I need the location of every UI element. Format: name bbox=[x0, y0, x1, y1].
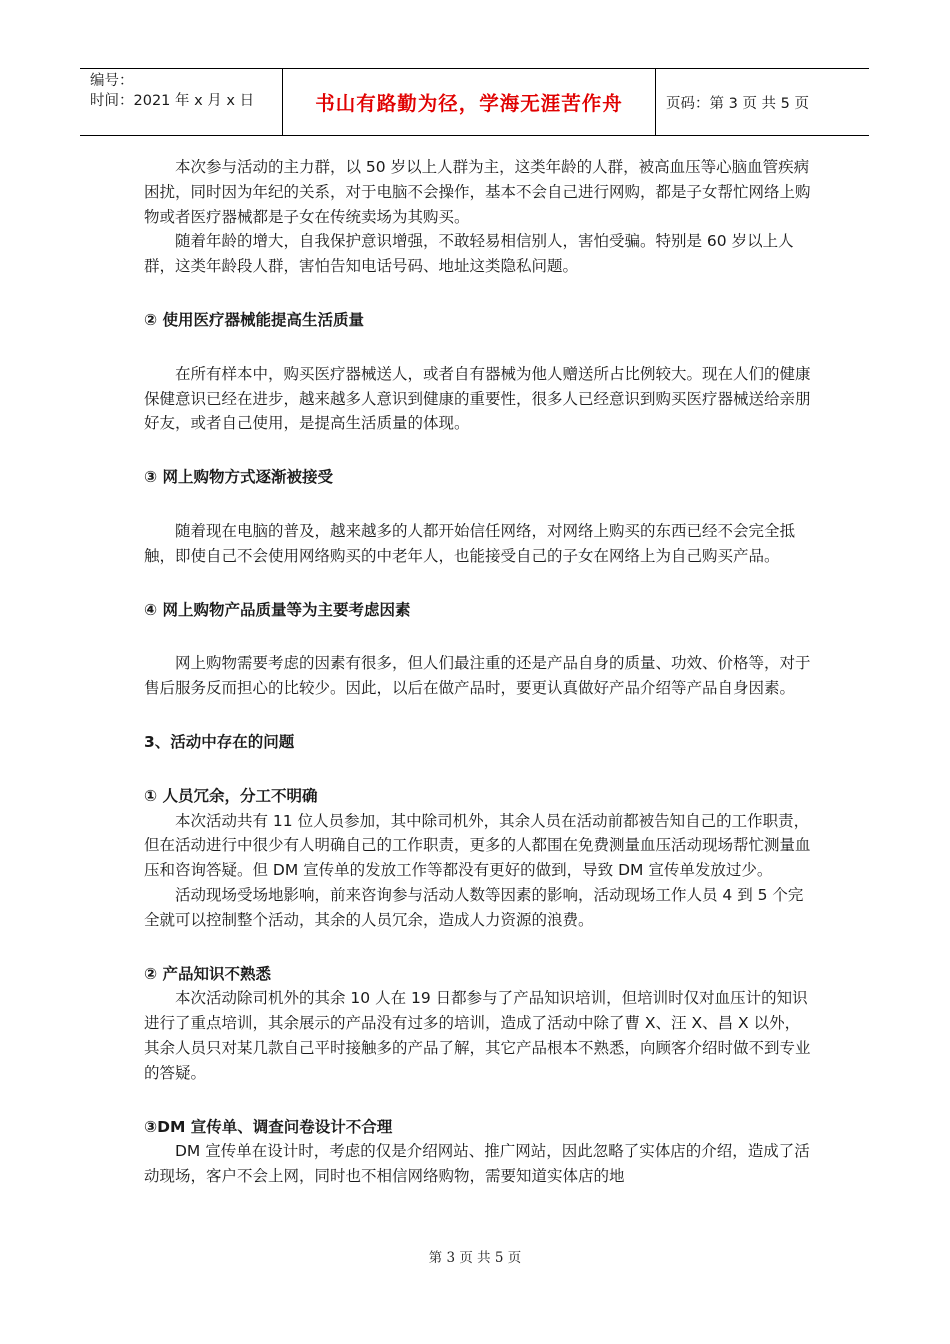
page-header bbox=[80, 68, 869, 136]
heading-quality-of-life: ② 使用医疗器械能提高生活质量 bbox=[144, 310, 365, 329]
paragraph-product-quality: 网上购物需要考虑的因素有很多，但人们最注重的还是产品自身的质量、功效、价格等，对于售后服务反而担心的比较少。因此，以后在做产品时，要更认真做好产品介绍等产品自身因素。 bbox=[144, 654, 811, 698]
paragraph-main-group: 本次参与活动的主力群，以 50 岁以上人群为主，这类年龄的人群，被高血压等心脑血管疾病困扰，同时因为年纪的关系，对于电脑不会操作，基本不会自己进行网购，都是子女帮忙网络上购物或者医疗器械都是子女在传统卖场为其购买。 bbox=[144, 158, 811, 226]
header-motto: 书山有路勤为径，学海无涯苦作舟 bbox=[282, 69, 656, 135]
page-footer: 第 3 页 共 5 页 bbox=[428, 1250, 522, 1266]
section-heading-problems: 3、活动中存在的问题 bbox=[144, 732, 295, 751]
document-body bbox=[144, 155, 814, 1189]
heading-product-quality: ④ 网上购物产品质量等为主要考虑因素 bbox=[144, 600, 411, 619]
heading-product-knowledge: ② 产品知识不熟悉 bbox=[144, 964, 272, 983]
document-date: 时间：2021 年 x 月 x 日 bbox=[90, 93, 255, 109]
heading-online-shopping-accepted: ③ 网上购物方式逐渐被接受 bbox=[144, 468, 334, 487]
paragraph-staff-waste: 活动现场受场地影响，前来咨询参与活动人数等因素的影响，活动现场工作人员 4 到 5 个完全就可以控制整个活动，其余的人员冗余，造成人力资源的浪费。 bbox=[144, 885, 804, 929]
paragraph-online-shopping-accepted: 随着现在电脑的普及，越来越多的人都开始信任网络，对网络上购买的东西已经不会完全抵触，即使自己不会使用网络购买的中老年人，也能接受自己的子女在网络上为自己购买产品。 bbox=[144, 521, 796, 565]
heading-dm-flyer-design: ③DM 宣传单、调查问卷设计不合理 bbox=[144, 1117, 393, 1136]
heading-staff-redundancy: ① 人员冗余，分工不明确 bbox=[144, 786, 318, 805]
paragraph-quality-of-life: 在所有样本中，购买医疗器械送人，或者自有器械为他人赠送所占比例较大。现在人们的健康保健意识已经在进步，越来越多人意识到健康的重要性，很多人已经意识到购买医疗器械送给亲朋好友，或者自己使用，是提高生活质量的体现。 bbox=[144, 364, 811, 433]
paragraph-dm-flyer-design: DM 宣传单在设计时，考虑的仅是介绍网站、推广网站，因此忽略了实体店的介绍，造成了活动现场，客户不会上网，同时也不相信网络购物，需要知道实体店的地 bbox=[144, 1142, 810, 1186]
header-page-info: 页码：第 3 页 共 5 页 bbox=[666, 95, 809, 112]
paragraph-product-knowledge: 本次活动除司机外的其余 10 人在 19 日都参与了产品知识培训，但培训时仅对血压计的知识进行了重点培训，其余展示的产品没有过多的培训，造成了活动中除了曹 X、汪 X、昌 X 以外，其余人员只对某几款自己平时接触多的产品了解，其它产品根本不熟悉，向顾客介绍时做不到专业的答疑。 bbox=[144, 989, 811, 1082]
header-left-cell bbox=[80, 69, 282, 135]
document-number-label: 编号： bbox=[90, 73, 134, 89]
paragraph-self-protection: 随着年龄的增大，自我保护意识增强，不敢轻易相信别人，害怕受骗。特别是 60 岁以上人群，这类年龄段人群，害怕告知电话号码、地址这类隐私问题。 bbox=[144, 232, 794, 276]
paragraph-staff-redundancy: 本次活动共有 11 位人员参加，其中除司机外，其余人员在活动前都被告知自己的工作职责，但在活动进行中很少有人明确自己的工作职责，更多的人都围在免费测量血压活动现场帮忙测量血压和咨询答疑。但 DM 宣传单的发放工作等都没有更好的做到，导致 DM 宣传单发放过少。 bbox=[144, 811, 811, 880]
